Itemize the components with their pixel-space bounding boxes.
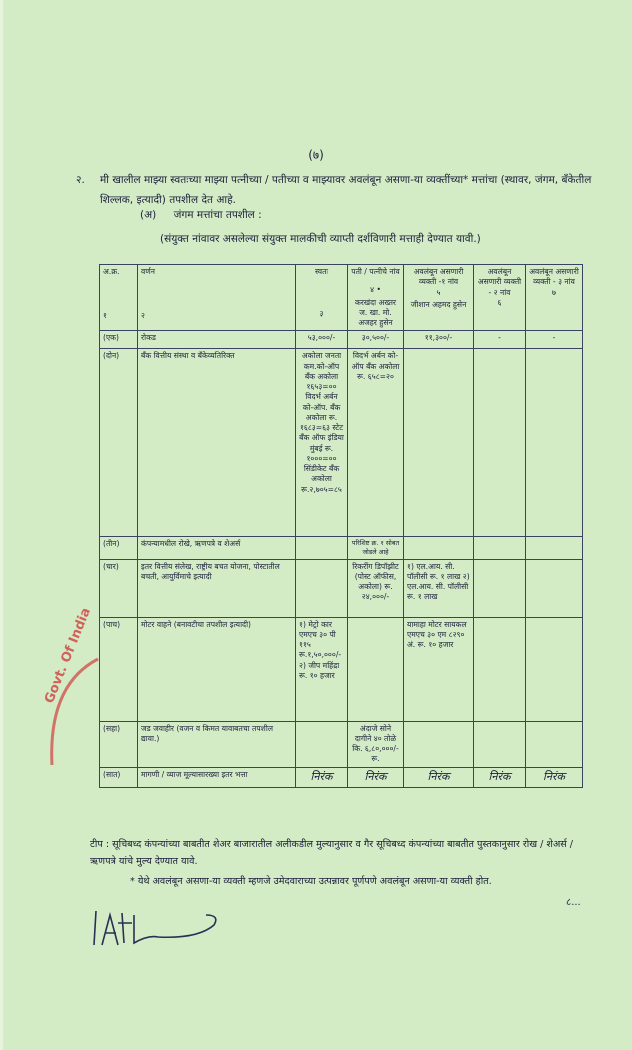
table-row <box>100 617 583 721</box>
row-serial: (सहा) <box>100 721 138 767</box>
row-spouse-value: अंदाजे सोने दागीने ४० तोळे कि. ६,८०,०००/- रू. <box>348 721 404 767</box>
row-dependent2-value <box>474 617 526 721</box>
header-spouse: पती / पत्नीचे नांव ४ • करखंदा अख्तर ज. खा. मो. अजहर हुसेन <box>348 265 404 331</box>
row-spouse-value: रिकरींग डिपॉझीट (पोस्ट ऑफीस, अकोला) रू. २४,०००/- <box>348 559 404 617</box>
table-row <box>100 721 583 767</box>
row-dependent1-value <box>404 537 474 559</box>
row-self-value <box>296 559 348 617</box>
header-self: स्वतः ३ <box>296 265 348 331</box>
header-dependent-3: अवलंबून असणारी व्यक्ती - ३ नांव ७ <box>526 265 583 331</box>
row-serial: (सात) <box>100 767 138 787</box>
movable-assets-table <box>99 264 583 788</box>
continued-marker: ८... <box>566 897 581 908</box>
table-row <box>100 349 583 537</box>
row-description: मोटर वाहने (बनावटीचा तपशील इत्यादी) <box>138 617 296 721</box>
row-self-value: १) मेट्रो कार एमएच ३० पी ११५ रू.१,५०,०००/- २) जीप महिंद्रा रू. १० हजार <box>296 617 348 721</box>
row-dependent1-value: निरंक <box>404 767 474 787</box>
table-row <box>100 767 583 787</box>
row-dependent2-value <box>474 537 526 559</box>
row-spouse-value <box>348 617 404 721</box>
row-serial: (चार) <box>100 559 138 617</box>
row-self-value: निरंक <box>296 767 348 787</box>
row-dependent3-value <box>526 721 583 767</box>
row-dependent1-value: ११,३००/- <box>404 331 474 349</box>
row-self-value <box>296 721 348 767</box>
subsection-heading <box>140 208 262 222</box>
header-serial: अ.क्र. १ <box>100 265 138 331</box>
row-serial: (तीन) <box>100 537 138 559</box>
page-number: (७) <box>308 148 324 162</box>
row-dependent3-value <box>526 537 583 559</box>
row-self-value: ५३,०००/- <box>296 331 348 349</box>
row-spouse-value: परिशिष्ट क्र. १ सोबत जोडले आहे <box>348 537 404 559</box>
table-row <box>100 537 583 559</box>
row-serial: (दोन) <box>100 349 138 537</box>
dependent-footnote: * येथे अवलंबून असणा-या व्यक्ती म्हणजे उमेदवाराच्या उत्पन्नावर पूर्णपणे अवलंबून असणा-या व्यक्ती होत. <box>130 876 492 887</box>
row-serial: (पाच) <box>100 617 138 721</box>
subsection-note: (संयुक्त नांवावर असलेल्या संयुक्त मालकीची व्याप्ती दर्शविणारी मत्ताही देण्यात यावी.) <box>160 233 481 245</box>
footnote: टीप : सूचिबध्द कंपन्यांच्या बाबतीत शेअर बाजारातील अलीकडील मुल्यानुसार व गैर सूचिबध्द कंपन्यांच्या बाबतीत पुस्तकानुसार रोख / शेअर्स / ऋणपत्रे यांचे मुल्य देण्यात यावे. <box>90 839 574 867</box>
row-dependent3-value: निरंक <box>526 767 583 787</box>
row-description: कंपन्यामधील रोखे, ऋणपत्रे व शेअर्स <box>138 537 296 559</box>
declaration-paragraph <box>76 170 600 210</box>
paragraph-text: मी खालील माझ्या स्वतःच्या माझ्या पत्नीच्या / पतीच्या व माझ्यावर अवलंबून असणा-या व्यक्तींच्या* मत्तांचा (स्थावर, जंगम, बँकेतील शिल्लक, इत्यादी) तपशील देत आहे. <box>100 174 592 206</box>
row-dependent1-value: यामाहा मोटर सायकल एमएच ३० एम ८२९० अं. रू. १० हजार <box>404 617 474 721</box>
stamp-seal <box>38 655 118 775</box>
row-spouse-value: विदर्भ अर्बन को-ऑप बँक अकोला रू. ६५८=२० <box>348 349 404 537</box>
table-header-row <box>100 265 583 331</box>
signature-image <box>88 905 228 955</box>
header-description: वर्णन २ <box>138 265 296 331</box>
row-description: रोकड <box>138 331 296 349</box>
row-dependent2-value: निरंक <box>474 767 526 787</box>
row-dependent3-value <box>526 349 583 537</box>
row-dependent2-value: - <box>474 331 526 349</box>
row-description: मागणी / व्याज मूल्यासारख्या इतर भत्ता <box>138 767 296 787</box>
row-dependent3-value <box>526 617 583 721</box>
row-dependent3-value: - <box>526 331 583 349</box>
row-self-value <box>296 537 348 559</box>
row-spouse-value: निरंक <box>348 767 404 787</box>
row-dependent3-value <box>526 559 583 617</box>
row-dependent1-value <box>404 349 474 537</box>
row-dependent2-value <box>474 559 526 617</box>
subsection-label: (अ) <box>140 209 157 221</box>
row-spouse-value: ३०,५००/- <box>348 331 404 349</box>
stamp-text: Govt. Of India <box>42 605 94 706</box>
paragraph-number: २. <box>76 174 85 186</box>
subsection-title: जंगम मत्तांचा तपशील : <box>173 209 262 221</box>
row-description: जड जवाहीर (वजन व किमत यावाबतचा तपशील द्यावा.) <box>138 721 296 767</box>
header-dependent-2: अवलंबून असणारी व्यक्ती - २ नांव ६ <box>474 265 526 331</box>
table-row <box>100 331 583 349</box>
row-dependent1-value: १) एल.आय. सी. पॉलीसी रू. १ लाख २) एल.आय. सी. पॉलीसी रू. १ लाख <box>404 559 474 617</box>
row-dependent2-value <box>474 721 526 767</box>
row-serial: (एक) <box>100 331 138 349</box>
row-self-value: अकोला जनता कम.को-ऑप बँक अकोला १६५३=०० विदर्भ अर्बन को-ऑप. बँक अकोला रू. १६८३=६३ स्टेट बँक ऑफ इंडिया मुंबई रू. १०००=०० सिंडीकेट बँक अकोला रू.२,७०५=८५ <box>296 349 348 537</box>
row-description: इतर वित्तीय संलेख, राष्ट्रीय बचत योजना, पोस्टातील बचती, आयुर्विमाचे इत्यादी <box>138 559 296 617</box>
row-dependent2-value <box>474 349 526 537</box>
table-row <box>100 559 583 617</box>
row-dependent1-value <box>404 721 474 767</box>
header-dependent-1: अवलंबून असणारी व्यक्ती -१ नांव ५ जीशान अहमद हुसेन <box>404 265 474 331</box>
row-description: बँक वित्तीय संस्था व बँकेव्यतिरिक्त <box>138 349 296 537</box>
